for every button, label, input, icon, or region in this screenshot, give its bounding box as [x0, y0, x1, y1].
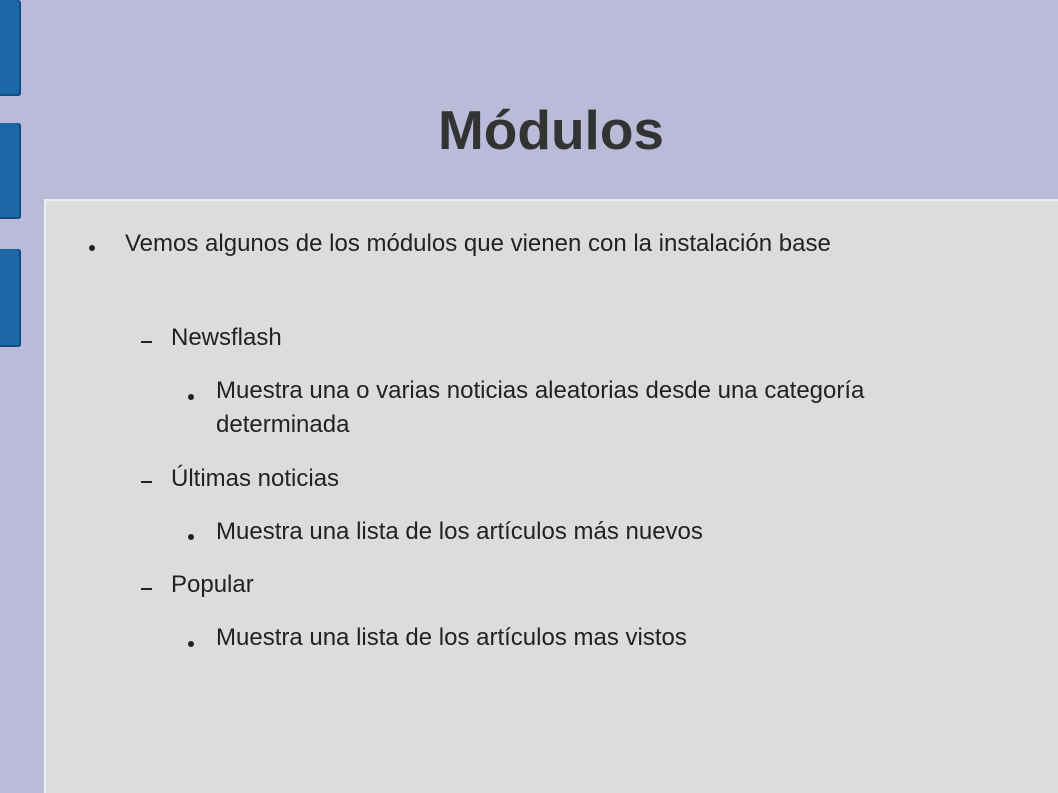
dash-icon [141, 481, 152, 483]
bullet-dot-icon [188, 394, 194, 400]
module-description: Muestra una lista de los artículos mas vistos [216, 624, 687, 651]
bullet-dot-icon [188, 641, 194, 647]
slide-title: Módulos [437, 99, 665, 161]
module-name: Últimas noticias [171, 465, 340, 492]
accent-bar-middle [0, 123, 21, 219]
bullet-dot-icon [188, 534, 194, 540]
dash-icon [141, 588, 152, 590]
module-description: Muestra una lista de los artículos más nuevos [216, 518, 703, 545]
module-name: Newsflash [171, 324, 282, 351]
dash-icon [141, 341, 152, 343]
accent-bar-top [0, 0, 21, 96]
module-description: Muestra una o varias noticias aleatorias desde una categoría determinada [216, 377, 865, 438]
bullet-dot-icon [89, 245, 95, 251]
intro-text: Vemos algunos de los módulos que vienen con la instalación base [125, 230, 831, 257]
accent-bar-bottom [0, 249, 21, 347]
module-name: Popular [171, 571, 254, 598]
content-panel [44, 199, 1058, 793]
